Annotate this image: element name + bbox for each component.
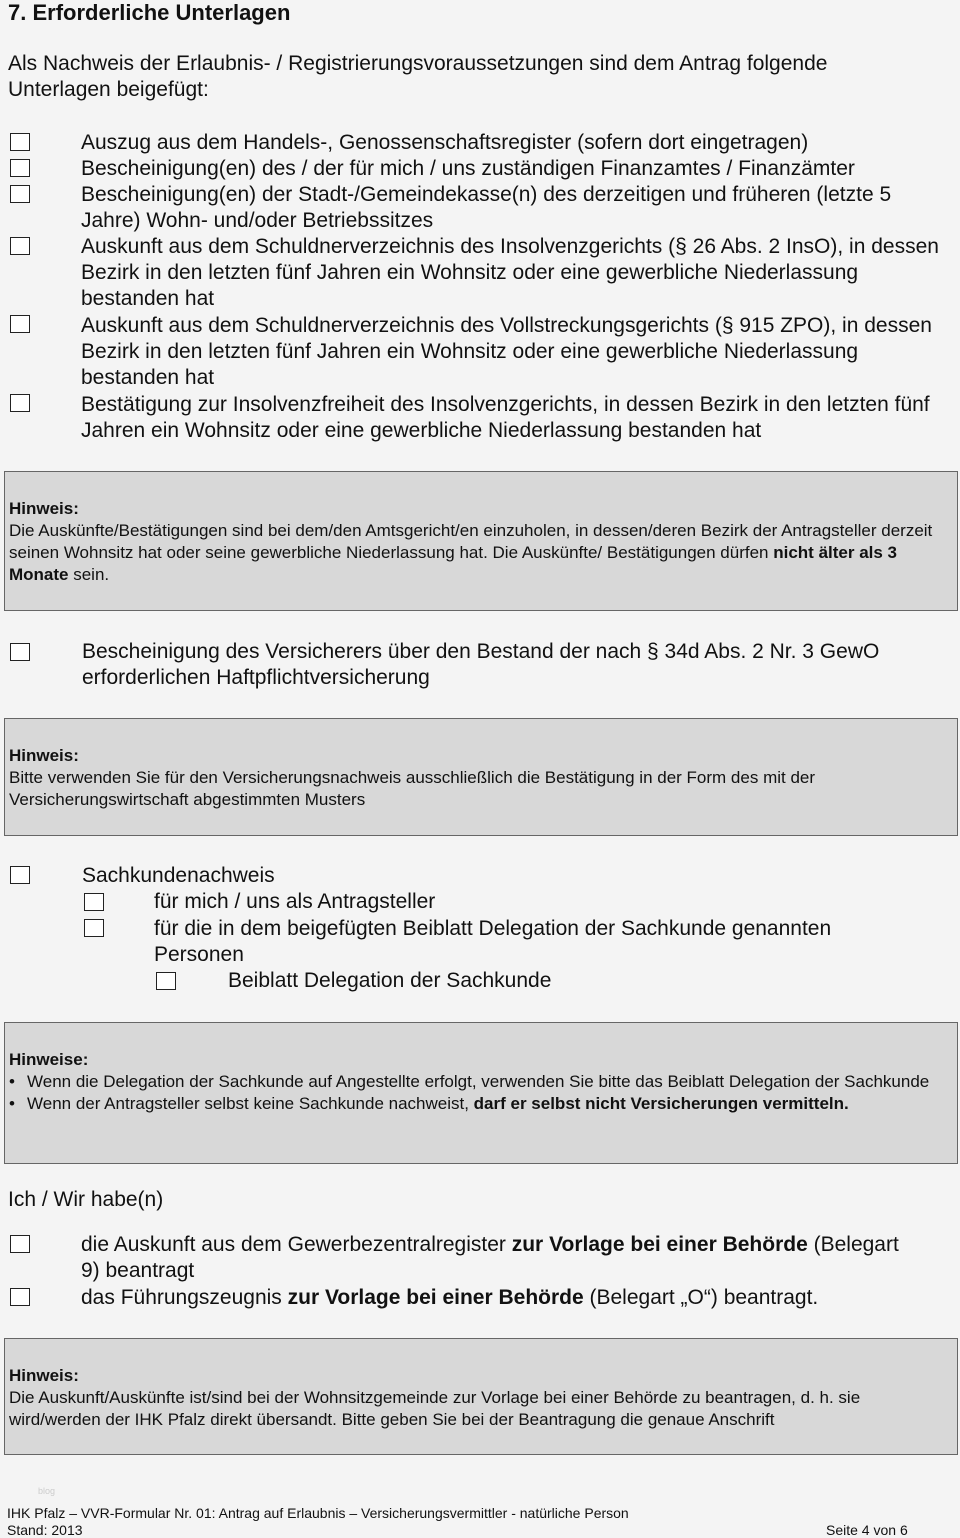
hint-text: Bitte verwenden Sie für den Versicherungsnachweis ausschließlich die Bestätigung in der Form des mit der Versicherungswirtschaft abgestimmten Musters	[9, 768, 816, 809]
checkbox-gewerbezentralregister[interactable]	[10, 1235, 30, 1253]
sachkunde-option: für die in dem beigefügten Beiblatt Delegation der Sachkunde genannten Personen	[154, 917, 832, 966]
hint-bullet: • Wenn die Delegation der Sachkunde auf Angestellte erfolgt, verwenden Sie bitte das Beiblatt Delegation der Sachkunde	[9, 1071, 953, 1093]
hint-text: Die Auskünfte/Bestätigungen sind bei dem/den Amtsgericht/en einzuholen, in dessen/deren Bezirk der Antragsteller derzeit seinen Wohnsitz hat oder seine gewerbliche Niederlassung hat. Die Auskünfte/ Bestätigungen dürfen nicht älter als 3 Monate sein.	[9, 521, 933, 584]
hint-box	[4, 471, 958, 611]
doc-item: Auszug aus dem Handels-, Genossenschaftsregister (sofern dort eingetragen)	[81, 131, 809, 154]
hint-box	[4, 718, 958, 836]
request-item: die Auskunft aus dem Gewerbezentralregister zur Vorlage bei einer Behörde (Belegart 9) beantragt	[81, 1233, 899, 1282]
doc-item: Auskunft aus dem Schuldnerverzeichnis des Vollstreckungsgerichts (§ 915 ZPO), in dessen Bezirk in den letzten fünf Jahren ein Wohnsitz oder eine gewerbliche Niederlassung bestanden hat	[81, 314, 932, 389]
hint-box	[4, 1338, 958, 1455]
doc-item: Bescheinigung(en) des / der für mich / uns zuständigen Finanzamtes / Finanzämter	[81, 157, 855, 180]
checkbox-sachkunde[interactable]	[10, 866, 30, 884]
checkbox-vollstreckungsgericht[interactable]	[10, 315, 30, 333]
checkbox-insolvenzgericht[interactable]	[10, 237, 30, 255]
checkbox-sachkunde-self[interactable]	[84, 893, 104, 911]
watermark: blog	[38, 1486, 56, 1496]
hint-label: Hinweis:	[9, 746, 79, 765]
checkbox-finanzamt[interactable]	[10, 159, 30, 177]
footer-title: IHK Pfalz – VVR-Formular Nr. 01: Antrag auf Erlaubnis – Versicherungsvermittler - natürliche Person	[7, 1505, 629, 1521]
section-title: 7. Erforderliche Unterlagen	[8, 0, 291, 25]
hint-label: Hinweis:	[9, 1366, 79, 1385]
checkbox-handelsregister[interactable]	[10, 133, 30, 151]
request-item: das Führungszeugnis zur Vorlage bei einer Behörde (Belegart „O“) beantragt.	[81, 1286, 819, 1309]
insurance-item: Bescheinigung des Versicherers über den Bestand der nach § 34d Abs. 2 Nr. 3 GewO erforderlichen Haftpflichtversicherung	[82, 640, 880, 689]
checkbox-sachkunde-delegation[interactable]	[84, 919, 104, 937]
checkbox-versicherung[interactable]	[10, 643, 30, 661]
ich-wir-label: Ich / Wir habe(n)	[8, 1188, 164, 1211]
checkbox-gemeindekasse[interactable]	[10, 185, 30, 203]
footer-page-number: Seite 4 von 6	[826, 1522, 908, 1538]
hint-bullet: • Wenn der Antragsteller selbst keine Sachkunde nachweist, darf er selbst nicht Versicherungen vermitteln.	[9, 1093, 953, 1115]
checkbox-fuehrungszeugnis[interactable]	[10, 1288, 30, 1306]
hint-label: Hinweise:	[9, 1050, 89, 1069]
intro-text: Als Nachweis der Erlaubnis- / Registrierungsvoraussetzungen sind dem Antrag folgende Unterlagen beigefügt:	[8, 52, 828, 101]
hint-label: Hinweis:	[9, 499, 79, 518]
doc-item: Bestätigung zur Insolvenzfreiheit des Insolvenzgerichts, in dessen Bezirk in den letzten fünf Jahren ein Wohnsitz oder eine gewerbliche Niederlassung bestanden hat	[81, 393, 930, 442]
footer-stand: Stand: 2013	[7, 1522, 83, 1538]
doc-item: Auskunft aus dem Schuldnerverzeichnis des Insolvenzgerichts (§ 26 Abs. 2 InsO), in dessen Bezirk in den letzten fünf Jahren ein Wohnsitz oder eine gewerbliche Niederlassung bestanden hat	[81, 235, 939, 310]
hint-box	[4, 1022, 958, 1164]
hint-text: Die Auskunft/Auskünfte ist/sind bei der Wohnsitzgemeinde zur Vorlage bei einer Behörde zu beantragen, d. h. sie wird/werden der IHK Pfalz direkt übersandt. Bitte geben Sie bei der Beantragung die genaue Anschrift	[9, 1388, 861, 1429]
checkbox-beiblatt[interactable]	[156, 972, 176, 990]
doc-item: Bescheinigung(en) der Stadt-/Gemeindekasse(n) des derzeitigen und früheren (letzte 5 Jahre) Wohn- und/oder Betriebssitzes	[81, 183, 892, 232]
sachkunde-option: für mich / uns als Antragsteller	[154, 890, 436, 913]
sachkunde-label: Sachkundenachweis	[82, 864, 275, 887]
sachkunde-option: Beiblatt Delegation der Sachkunde	[228, 969, 552, 992]
checkbox-insolvenzfreiheit[interactable]	[10, 394, 30, 412]
